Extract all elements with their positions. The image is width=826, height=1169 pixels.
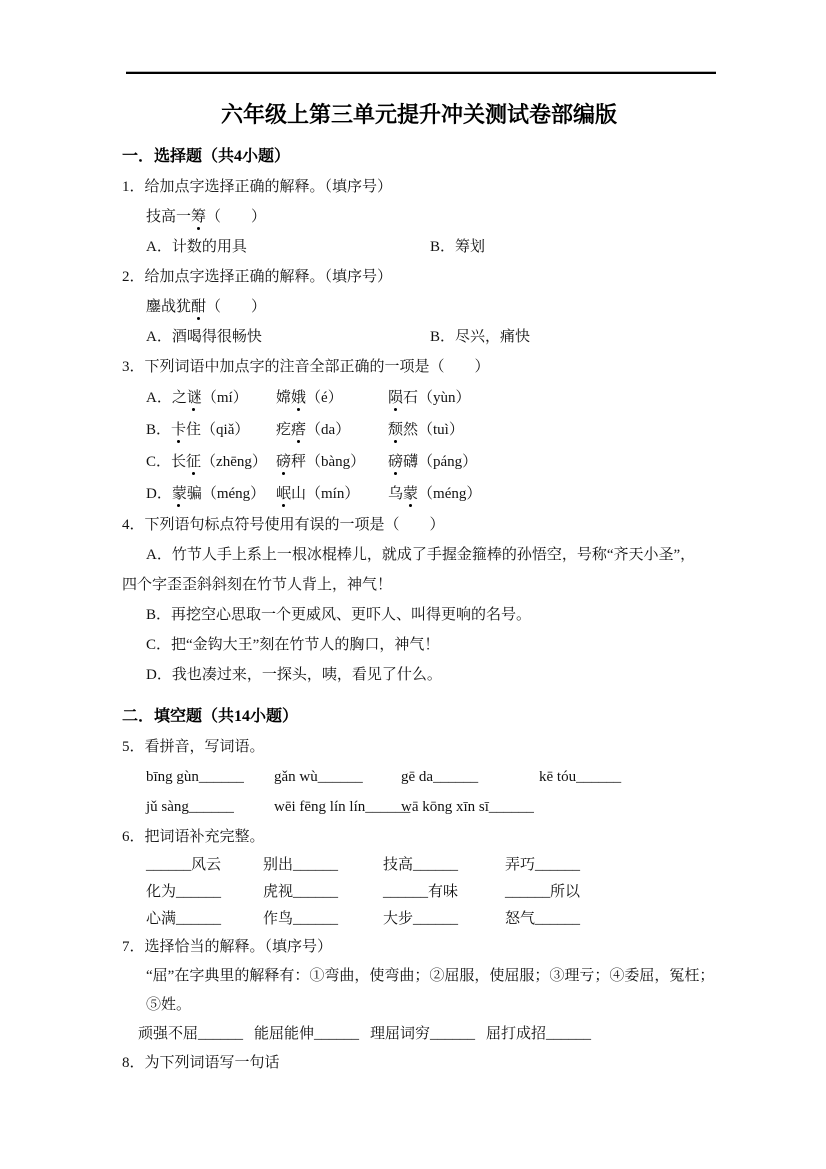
q8-stem: 8．为下列词语写一句话 [122, 1055, 280, 1071]
q6-blank-2: 别出______ [263, 857, 339, 873]
q6-row2 [146, 879, 716, 906]
page-title: 六年级上第三单元提升冲关测试卷部编版 [220, 102, 617, 127]
q1-phrase: 技高一筹（ ） [146, 209, 267, 225]
q5-blank-7: wā kōng xīn sī______ [401, 799, 534, 815]
q1-options [146, 232, 716, 262]
q1-stem: 1．给加点字选择正确的解释。（填序号） [122, 179, 393, 195]
q6-blank-5: 化为______ [146, 884, 222, 900]
q5-blank-6: wēi fēng lín lín______ [274, 799, 411, 815]
q3-option-b-word1: B．卡住（qiǎ） [146, 422, 250, 438]
q2-option-b: B．尽兴，痛快 [430, 329, 531, 345]
q6-row1 [146, 852, 716, 879]
q6-blank-10: 作鸟______ [263, 911, 339, 927]
header-rule [126, 71, 716, 74]
q5-blank-1: bīng gùn______ [146, 769, 244, 785]
q4-option-a-line1: A．竹节人手上系上一根冰棍棒儿，就成了手握金箍棒的孙悟空，号称“齐天小圣”， [146, 547, 696, 563]
q3-option-c-word2: 磅秤（bàng） [276, 454, 366, 470]
q6-blank-7: ______有味 [383, 884, 459, 900]
q1-option-a: A．计数的用具 [146, 239, 247, 255]
section-one-heading: 一．选择题（共4小题） [122, 148, 291, 165]
q3-option-c [146, 446, 716, 478]
q4-option-b: B．再挖空心思取一个更威风、更吓人、叫得更响的名号。 [146, 607, 532, 623]
q3-option-b [146, 414, 716, 446]
q4-option-a-line2: 四个字歪歪斜斜刻在竹节人背上，神气！ [122, 577, 393, 593]
q3-option-d-word3: 乌蒙（méng） [388, 486, 482, 502]
q3-option-d [146, 478, 716, 510]
q3-option-d-word1: D．蒙骗（méng） [146, 486, 266, 502]
q5-blank-3: gē da______ [401, 769, 479, 785]
q6-blank-11: 大步______ [383, 911, 459, 927]
q2-options [146, 322, 716, 352]
q7-definitions-line2: ⑤姓。 [146, 997, 192, 1013]
q3-option-b-word2: 疙瘩（da） [276, 422, 351, 438]
q3-option-c-word3: 磅礴（páng） [388, 454, 478, 470]
q7-idiom-4: 屈打成招______ [486, 1026, 592, 1042]
q4-option-c: C．把“金钩大王”刻在竹节人的胸口，神气！ [146, 637, 440, 653]
q3-option-a-word1: A．之谜（mí） [146, 390, 248, 406]
q5-blank-5: jǔ sàng______ [146, 799, 234, 815]
section-two-heading: 二．填空题（共14小题） [122, 708, 299, 725]
q2-stem: 2．给加点字选择正确的解释。（填序号） [122, 269, 393, 285]
q6-blank-8: ______所以 [505, 884, 581, 900]
q7-idiom-1: 顽强不屈______ [138, 1026, 244, 1042]
q3-option-c-word1: C．长征（zhēng） [146, 454, 267, 470]
q7-idiom-3: 理屈词穷______ [370, 1026, 476, 1042]
q6-blank-12: 怒气______ [505, 911, 581, 927]
q6-blank-4: 弄巧______ [505, 857, 581, 873]
q4-option-d: D．我也凑过来，一探头，咦，看见了什么。 [146, 667, 442, 683]
q3-option-a [146, 382, 716, 414]
q6-blank-1: ______风云 [146, 857, 222, 873]
q2-phrase: 鏖战犹酣（ ） [146, 299, 267, 315]
q1-option-b: B．筹划 [430, 239, 486, 255]
q6-stem: 6．把词语补充完整。 [122, 829, 265, 845]
q3-option-a-word2: 嫦娥（é） [276, 390, 343, 406]
q4-stem: 4．下列语句标点符号使用有误的一项是（ ） [122, 517, 445, 533]
q7-definitions-line1: “屈”在字典里的解释有：①弯曲，使弯曲；②屈服，使屈服；③理亏；④委屈，冤枉； [146, 968, 715, 984]
q3-option-a-word3: 陨石（yùn） [388, 390, 471, 406]
q5-blank-2: gǎn wù______ [274, 769, 363, 785]
q5-pinyin-row1 [146, 762, 716, 792]
q7-idiom-2: 能屈能伸______ [254, 1026, 360, 1042]
q6-blank-6: 虎视______ [263, 884, 339, 900]
q7-stem: 7．选择恰当的解释。（填序号） [122, 939, 333, 955]
q6-row3 [146, 906, 716, 933]
q5-pinyin-row2 [146, 792, 716, 822]
q3-option-b-word3: 颓然（tuì） [388, 422, 464, 438]
q5-blank-4: kē tóu______ [539, 769, 622, 785]
q3-stem: 3．下列词语中加点字的注音全部正确的一项是（ ） [122, 359, 490, 375]
q6-blank-9: 心满______ [146, 911, 222, 927]
q5-stem: 5．看拼音，写词语。 [122, 739, 265, 755]
q6-blank-3: 技高______ [383, 857, 459, 873]
q3-option-d-word2: 岷山（mín） [276, 486, 360, 502]
q2-option-a: A．酒喝得很畅快 [146, 329, 262, 345]
q7-idioms-row [138, 1020, 716, 1049]
